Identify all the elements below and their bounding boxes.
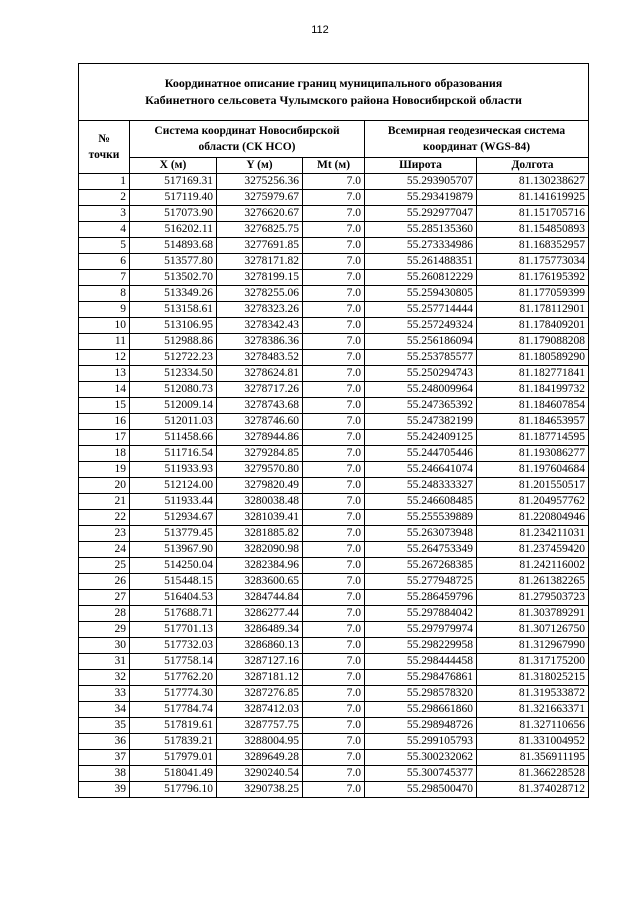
longitude-cell: 81.179088208 (477, 334, 589, 350)
table-row (79, 494, 589, 510)
point-number-cell: 34 (79, 702, 130, 718)
local-system-line-1: Система координат Новосибирской (154, 125, 340, 137)
y-cell: 3280038.48 (217, 494, 303, 510)
mt-cell: 7.0 (303, 478, 365, 494)
x-cell: 517073.90 (130, 206, 217, 222)
longitude-cell: 81.184607854 (477, 398, 589, 414)
global-system-header (365, 121, 589, 158)
table-row (79, 190, 589, 206)
longitude-cell: 81.130238627 (477, 174, 589, 190)
table-row (79, 510, 589, 526)
y-cell: 3287181.12 (217, 670, 303, 686)
mt-cell: 7.0 (303, 494, 365, 510)
y-cell: 3278386.36 (217, 334, 303, 350)
table-row (79, 238, 589, 254)
longitude-cell: 81.234211031 (477, 526, 589, 542)
latitude-cell: 55.298229958 (365, 638, 477, 654)
point-number-cell: 36 (79, 734, 130, 750)
longitude-cell: 81.279503723 (477, 590, 589, 606)
latitude-cell: 55.246641074 (365, 462, 477, 478)
y-header: Y (м) (217, 158, 303, 174)
longitude-cell: 81.331004952 (477, 734, 589, 750)
table-row (79, 174, 589, 190)
table-row (79, 766, 589, 782)
point-number-cell: 29 (79, 622, 130, 638)
point-number-cell: 10 (79, 318, 130, 334)
longitude-cell: 81.317175200 (477, 654, 589, 670)
point-number-cell: 2 (79, 190, 130, 206)
latitude-cell: 55.256186094 (365, 334, 477, 350)
latitude-header: Широта (365, 158, 477, 174)
x-cell: 516404.53 (130, 590, 217, 606)
mt-cell: 7.0 (303, 686, 365, 702)
x-cell: 513967.90 (130, 542, 217, 558)
latitude-cell: 55.255539889 (365, 510, 477, 526)
latitude-cell: 55.250294743 (365, 366, 477, 382)
mt-cell: 7.0 (303, 270, 365, 286)
point-number-cell: 28 (79, 606, 130, 622)
x-cell: 517819.61 (130, 718, 217, 734)
table-row (79, 334, 589, 350)
title-line-2: Кабинетного сельсовета Чулымского района Новосибирской области (145, 93, 522, 107)
point-number-label: точки (88, 149, 120, 161)
y-cell: 3287127.16 (217, 654, 303, 670)
y-cell: 3287276.85 (217, 686, 303, 702)
x-cell: 513502.70 (130, 270, 217, 286)
point-number-cell: 20 (79, 478, 130, 494)
table-row (79, 366, 589, 382)
latitude-cell: 55.293905707 (365, 174, 477, 190)
x-cell: 511933.44 (130, 494, 217, 510)
latitude-cell: 55.242409125 (365, 430, 477, 446)
coordinates-table (78, 63, 589, 798)
point-number-symbol: № (98, 133, 110, 145)
longitude-cell: 81.374028712 (477, 782, 589, 798)
x-cell: 517839.21 (130, 734, 217, 750)
x-cell: 517119.40 (130, 190, 217, 206)
table-row (79, 574, 589, 590)
y-cell: 3278199.15 (217, 270, 303, 286)
x-cell: 517758.14 (130, 654, 217, 670)
mt-cell: 7.0 (303, 558, 365, 574)
x-cell: 517979.01 (130, 750, 217, 766)
table-header (79, 64, 589, 174)
y-cell: 3286277.44 (217, 606, 303, 622)
x-cell: 512722.23 (130, 350, 217, 366)
mt-cell: 7.0 (303, 670, 365, 686)
table-row (79, 750, 589, 766)
mt-cell: 7.0 (303, 222, 365, 238)
x-cell: 517701.13 (130, 622, 217, 638)
x-cell: 512334.50 (130, 366, 217, 382)
table-row (79, 590, 589, 606)
point-number-cell: 32 (79, 670, 130, 686)
y-cell: 3288004.95 (217, 734, 303, 750)
table-row (79, 350, 589, 366)
mt-cell: 7.0 (303, 174, 365, 190)
table-row (79, 478, 589, 494)
y-cell: 3278171.82 (217, 254, 303, 270)
longitude-cell: 81.318025215 (477, 670, 589, 686)
y-cell: 3278255.06 (217, 286, 303, 302)
longitude-cell: 81.307126750 (477, 622, 589, 638)
latitude-cell: 55.298661860 (365, 702, 477, 718)
mt-cell: 7.0 (303, 542, 365, 558)
table-row (79, 302, 589, 318)
mt-cell: 7.0 (303, 526, 365, 542)
x-cell: 512124.00 (130, 478, 217, 494)
longitude-cell: 81.141619925 (477, 190, 589, 206)
x-cell: 516202.11 (130, 222, 217, 238)
x-header: X (м) (130, 158, 217, 174)
point-number-cell: 3 (79, 206, 130, 222)
mt-cell: 7.0 (303, 702, 365, 718)
y-cell: 3281039.41 (217, 510, 303, 526)
latitude-cell: 55.298578320 (365, 686, 477, 702)
longitude-cell: 81.175773034 (477, 254, 589, 270)
table-row (79, 318, 589, 334)
table-row (79, 254, 589, 270)
point-number-cell: 12 (79, 350, 130, 366)
x-cell: 512934.67 (130, 510, 217, 526)
longitude-header: Долгота (477, 158, 589, 174)
longitude-cell: 81.303789291 (477, 606, 589, 622)
page-number: 112 (311, 24, 329, 36)
point-number-cell: 19 (79, 462, 130, 478)
longitude-cell: 81.154850893 (477, 222, 589, 238)
mt-cell: 7.0 (303, 382, 365, 398)
point-number-cell: 22 (79, 510, 130, 526)
mt-cell: 7.0 (303, 334, 365, 350)
table-row (79, 558, 589, 574)
y-cell: 3278743.68 (217, 398, 303, 414)
table-row (79, 782, 589, 798)
table-row (79, 734, 589, 750)
mt-cell: 7.0 (303, 510, 365, 526)
mt-cell: 7.0 (303, 638, 365, 654)
y-cell: 3278746.60 (217, 414, 303, 430)
table-row (79, 542, 589, 558)
x-cell: 512009.14 (130, 398, 217, 414)
point-number-cell: 23 (79, 526, 130, 542)
point-number-cell: 33 (79, 686, 130, 702)
y-cell: 3290738.25 (217, 782, 303, 798)
mt-cell: 7.0 (303, 318, 365, 334)
longitude-cell: 81.220804946 (477, 510, 589, 526)
y-cell: 3278342.43 (217, 318, 303, 334)
longitude-cell: 81.321663371 (477, 702, 589, 718)
point-number-cell: 17 (79, 430, 130, 446)
x-cell: 514893.68 (130, 238, 217, 254)
x-cell: 518041.49 (130, 766, 217, 782)
table-body (79, 174, 589, 798)
point-number-cell: 4 (79, 222, 130, 238)
longitude-cell: 81.366228528 (477, 766, 589, 782)
latitude-cell: 55.298444458 (365, 654, 477, 670)
table-row (79, 638, 589, 654)
coordinates-sheet (78, 63, 588, 798)
point-number-cell: 7 (79, 270, 130, 286)
title-line-1: Координатное описание границ муниципального образования (164, 76, 503, 90)
point-number-cell: 35 (79, 718, 130, 734)
local-system-header (130, 121, 365, 158)
x-cell: 517796.10 (130, 782, 217, 798)
table-row (79, 270, 589, 286)
point-number-cell: 38 (79, 766, 130, 782)
y-cell: 3277691.85 (217, 238, 303, 254)
mt-cell: 7.0 (303, 654, 365, 670)
latitude-cell: 55.300745377 (365, 766, 477, 782)
mt-cell: 7.0 (303, 238, 365, 254)
table-row (79, 702, 589, 718)
latitude-cell: 55.257249324 (365, 318, 477, 334)
y-cell: 3289649.28 (217, 750, 303, 766)
mt-cell: 7.0 (303, 398, 365, 414)
y-cell: 3286489.34 (217, 622, 303, 638)
x-cell: 513158.61 (130, 302, 217, 318)
longitude-cell: 81.201550517 (477, 478, 589, 494)
x-cell: 515448.15 (130, 574, 217, 590)
x-cell: 513106.95 (130, 318, 217, 334)
longitude-cell: 81.180589290 (477, 350, 589, 366)
point-number-cell: 8 (79, 286, 130, 302)
latitude-cell: 55.244705446 (365, 446, 477, 462)
latitude-cell: 55.263073948 (365, 526, 477, 542)
x-cell: 511458.66 (130, 430, 217, 446)
point-number-cell: 26 (79, 574, 130, 590)
point-number-cell: 18 (79, 446, 130, 462)
point-number-cell: 25 (79, 558, 130, 574)
longitude-cell: 81.197604684 (477, 462, 589, 478)
table-row (79, 718, 589, 734)
longitude-cell: 81.261382265 (477, 574, 589, 590)
longitude-cell: 81.327110656 (477, 718, 589, 734)
latitude-cell: 55.253785577 (365, 350, 477, 366)
x-cell: 513779.45 (130, 526, 217, 542)
point-number-cell: 30 (79, 638, 130, 654)
longitude-cell: 81.178112901 (477, 302, 589, 318)
point-number-cell: 1 (79, 174, 130, 190)
point-number-cell: 15 (79, 398, 130, 414)
latitude-cell: 55.298500470 (365, 782, 477, 798)
latitude-cell: 55.264753349 (365, 542, 477, 558)
y-cell: 3283600.65 (217, 574, 303, 590)
y-cell: 3276620.67 (217, 206, 303, 222)
point-number-cell: 24 (79, 542, 130, 558)
latitude-cell: 55.277948725 (365, 574, 477, 590)
mt-cell: 7.0 (303, 782, 365, 798)
point-number-cell: 27 (79, 590, 130, 606)
x-cell: 511716.54 (130, 446, 217, 462)
longitude-cell: 81.177059399 (477, 286, 589, 302)
point-number-cell: 21 (79, 494, 130, 510)
longitude-cell: 81.151705716 (477, 206, 589, 222)
mt-cell: 7.0 (303, 734, 365, 750)
table-row (79, 286, 589, 302)
mt-cell: 7.0 (303, 302, 365, 318)
mt-cell: 7.0 (303, 462, 365, 478)
x-cell: 517784.74 (130, 702, 217, 718)
y-cell: 3279284.85 (217, 446, 303, 462)
latitude-cell: 55.267268385 (365, 558, 477, 574)
y-cell: 3284744.84 (217, 590, 303, 606)
longitude-cell: 81.176195392 (477, 270, 589, 286)
longitude-cell: 81.184653957 (477, 414, 589, 430)
y-cell: 3278624.81 (217, 366, 303, 382)
mt-cell: 7.0 (303, 190, 365, 206)
latitude-cell: 55.273334986 (365, 238, 477, 254)
x-cell: 517688.71 (130, 606, 217, 622)
mt-cell: 7.0 (303, 718, 365, 734)
point-number-cell: 16 (79, 414, 130, 430)
latitude-cell: 55.300232062 (365, 750, 477, 766)
latitude-cell: 55.297884042 (365, 606, 477, 622)
latitude-cell: 55.298948726 (365, 718, 477, 734)
latitude-cell: 55.260812229 (365, 270, 477, 286)
x-cell: 511933.93 (130, 462, 217, 478)
y-cell: 3287757.75 (217, 718, 303, 734)
longitude-cell: 81.319533872 (477, 686, 589, 702)
mt-cell: 7.0 (303, 254, 365, 270)
table-row (79, 606, 589, 622)
latitude-cell: 55.298476861 (365, 670, 477, 686)
latitude-cell: 55.292977047 (365, 206, 477, 222)
y-cell: 3278944.86 (217, 430, 303, 446)
latitude-cell: 55.293419879 (365, 190, 477, 206)
latitude-cell: 55.247365392 (365, 398, 477, 414)
x-cell: 517732.03 (130, 638, 217, 654)
latitude-cell: 55.248333327 (365, 478, 477, 494)
y-cell: 3275256.36 (217, 174, 303, 190)
mt-cell: 7.0 (303, 574, 365, 590)
latitude-cell: 55.285135360 (365, 222, 477, 238)
mt-cell: 7.0 (303, 446, 365, 462)
point-number-header (79, 121, 130, 174)
mt-cell: 7.0 (303, 430, 365, 446)
x-cell: 514250.04 (130, 558, 217, 574)
latitude-cell: 55.247382199 (365, 414, 477, 430)
x-cell: 512011.03 (130, 414, 217, 430)
x-cell: 517774.30 (130, 686, 217, 702)
mt-cell: 7.0 (303, 606, 365, 622)
y-cell: 3290240.54 (217, 766, 303, 782)
y-cell: 3279570.80 (217, 462, 303, 478)
mt-cell: 7.0 (303, 622, 365, 638)
latitude-cell: 55.261488351 (365, 254, 477, 270)
latitude-cell: 55.257714444 (365, 302, 477, 318)
latitude-cell: 55.299105793 (365, 734, 477, 750)
table-row (79, 414, 589, 430)
longitude-cell: 81.168352957 (477, 238, 589, 254)
latitude-cell: 55.248009964 (365, 382, 477, 398)
longitude-cell: 81.312967990 (477, 638, 589, 654)
longitude-cell: 81.242116002 (477, 558, 589, 574)
longitude-cell: 81.182771841 (477, 366, 589, 382)
mt-cell: 7.0 (303, 366, 365, 382)
table-row (79, 670, 589, 686)
table-row (79, 446, 589, 462)
longitude-cell: 81.356911195 (477, 750, 589, 766)
y-cell: 3276825.75 (217, 222, 303, 238)
x-cell: 512080.73 (130, 382, 217, 398)
mt-cell: 7.0 (303, 350, 365, 366)
longitude-cell: 81.178409201 (477, 318, 589, 334)
table-row (79, 382, 589, 398)
point-number-cell: 6 (79, 254, 130, 270)
y-cell: 3281885.82 (217, 526, 303, 542)
longitude-cell: 81.184199732 (477, 382, 589, 398)
x-cell: 517169.31 (130, 174, 217, 190)
y-cell: 3282384.96 (217, 558, 303, 574)
global-system-line-1: Всемирная геодезическая система (387, 125, 566, 137)
point-number-cell: 5 (79, 238, 130, 254)
mt-cell: 7.0 (303, 590, 365, 606)
x-cell: 513349.26 (130, 286, 217, 302)
table-row (79, 654, 589, 670)
latitude-cell: 55.246608485 (365, 494, 477, 510)
x-cell: 517762.20 (130, 670, 217, 686)
latitude-cell: 55.297979974 (365, 622, 477, 638)
mt-cell: 7.0 (303, 766, 365, 782)
global-system-line-2: координат (WGS-84) (422, 141, 531, 153)
mt-cell: 7.0 (303, 206, 365, 222)
y-cell: 3279820.49 (217, 478, 303, 494)
x-cell: 513577.80 (130, 254, 217, 270)
y-cell: 3278483.52 (217, 350, 303, 366)
mt-cell: 7.0 (303, 414, 365, 430)
x-cell: 512988.86 (130, 334, 217, 350)
document-title (79, 64, 589, 121)
y-cell: 3275979.67 (217, 190, 303, 206)
longitude-cell: 81.237459420 (477, 542, 589, 558)
y-cell: 3278717.26 (217, 382, 303, 398)
mt-header: Mt (м) (303, 158, 365, 174)
table-row (79, 526, 589, 542)
longitude-cell: 81.193086277 (477, 446, 589, 462)
latitude-cell: 55.286459796 (365, 590, 477, 606)
table-row (79, 462, 589, 478)
point-number-cell: 14 (79, 382, 130, 398)
latitude-cell: 55.259430805 (365, 286, 477, 302)
point-number-cell: 37 (79, 750, 130, 766)
table-row (79, 206, 589, 222)
point-number-cell: 9 (79, 302, 130, 318)
point-number-cell: 39 (79, 782, 130, 798)
table-row (79, 398, 589, 414)
point-number-cell: 11 (79, 334, 130, 350)
point-number-cell: 13 (79, 366, 130, 382)
point-number-cell: 31 (79, 654, 130, 670)
local-system-line-2: области (СК НСО) (198, 141, 296, 153)
y-cell: 3287412.03 (217, 702, 303, 718)
mt-cell: 7.0 (303, 286, 365, 302)
table-row (79, 622, 589, 638)
mt-cell: 7.0 (303, 750, 365, 766)
table-row (79, 430, 589, 446)
y-cell: 3282090.98 (217, 542, 303, 558)
longitude-cell: 81.187714595 (477, 430, 589, 446)
table-row (79, 222, 589, 238)
longitude-cell: 81.204957762 (477, 494, 589, 510)
y-cell: 3286860.13 (217, 638, 303, 654)
y-cell: 3278323.26 (217, 302, 303, 318)
table-row (79, 686, 589, 702)
